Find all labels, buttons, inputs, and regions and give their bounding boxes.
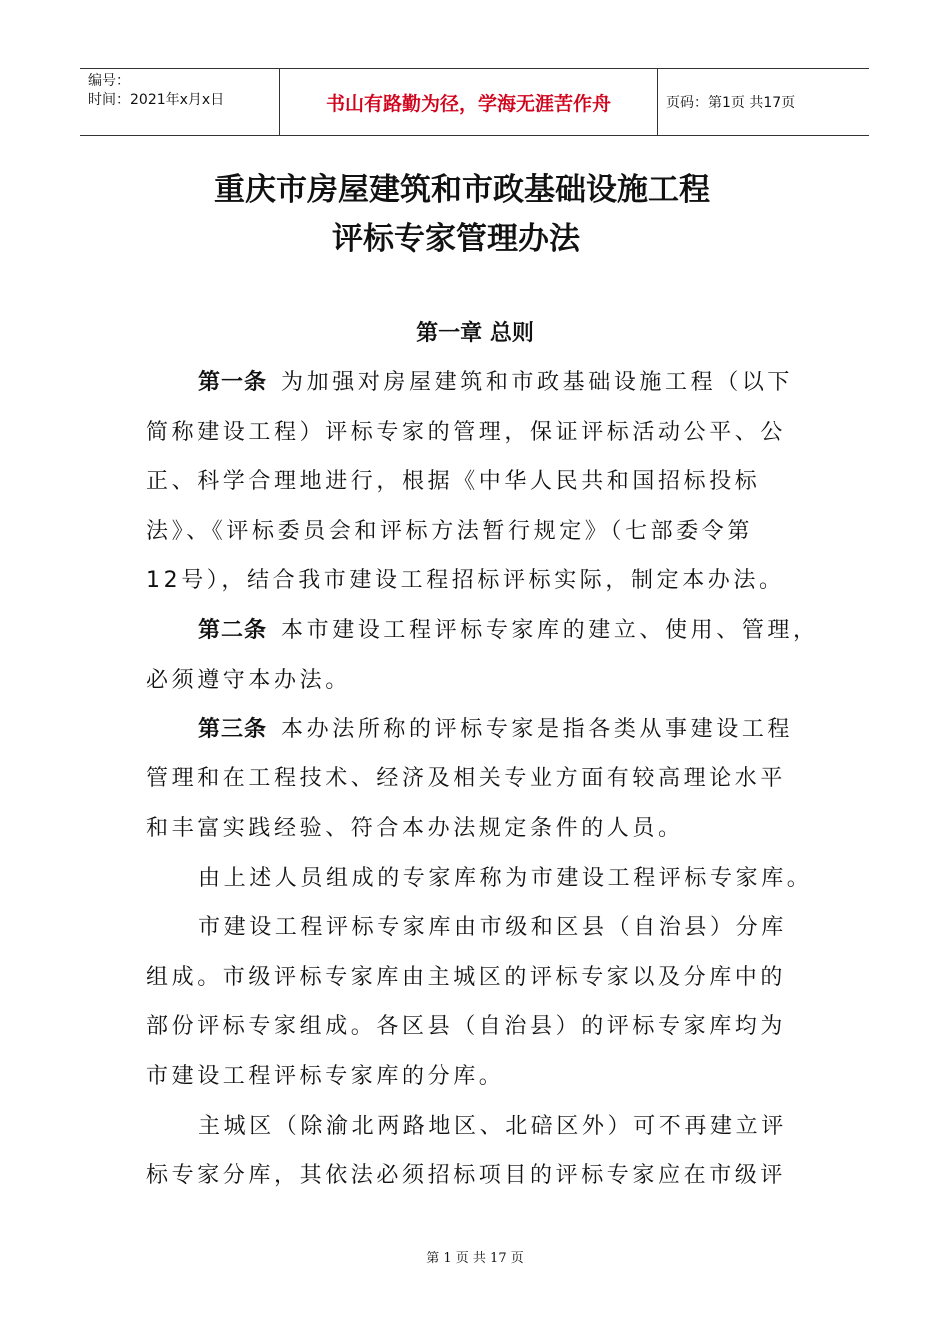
page-footer: 第 1 页 共 17 页 bbox=[426, 1251, 524, 1266]
text-line: 市建设工程评标专家库由市级和区县（自治县）分库 bbox=[198, 915, 787, 940]
text-line: 正、科学合理地进行，根据《中华人民共和国招标投标 bbox=[146, 469, 761, 494]
text-line: 组成。市级评标专家库由主城区的评标专家以及分库中的 bbox=[146, 965, 787, 990]
document-title-line2: 评标专家管理办法 bbox=[332, 221, 580, 257]
header-motto: 书山有路勤为径，学海无涯苦作舟 bbox=[280, 69, 658, 135]
text-line: 部份评标专家组成。各区县（自治县）的评标专家库均为 bbox=[146, 1014, 787, 1039]
text-line: 法》、《评标委员会和评标方法暂行规定》（七部委令第 bbox=[146, 519, 754, 544]
text-line: 必须遵守本办法。 bbox=[146, 668, 351, 693]
header-page-info: 页码：第1页 共17页 bbox=[666, 95, 796, 111]
article-label: 第一条 bbox=[198, 370, 268, 395]
text-line: 市建设工程评标专家库的分库。 bbox=[146, 1064, 505, 1089]
article-label: 第三条 bbox=[198, 717, 268, 742]
text-line bbox=[198, 368, 806, 398]
number-label: 编号： bbox=[88, 73, 130, 89]
chapter-heading: 第一章 总则 bbox=[416, 321, 534, 346]
text-span: 本办法所称的评标专家是指各类从事建设工程 bbox=[281, 717, 794, 742]
article-label: 第二条 bbox=[198, 618, 268, 643]
text-line: 简称建设工程）评标专家的管理，保证评标活动公平、公 bbox=[146, 420, 787, 445]
text-line: 12号），结合我市建设工程招标评标实际，制定本办法。 bbox=[146, 568, 785, 593]
text-line: 由上述人员组成的专家库称为市建设工程评标专家库。 bbox=[198, 866, 813, 891]
text-span: 为加强对房屋建筑和市政基础设施工程（以下 bbox=[281, 370, 794, 395]
text-line bbox=[198, 616, 819, 646]
time-label: 时间：2021年x月x日 bbox=[88, 92, 225, 108]
header-left-cell bbox=[80, 69, 280, 135]
text-span: 本市建设工程评标专家库的建立、使用、管理， bbox=[281, 618, 819, 643]
document-header bbox=[80, 68, 869, 136]
text-line: 管理和在工程技术、经济及相关专业方面有较高理论水平 bbox=[146, 766, 787, 791]
text-line: 标专家分库，其依法必须招标项目的评标专家应在市级评 bbox=[146, 1163, 787, 1188]
document-title-line1: 重庆市房屋建筑和市政基础设施工程 bbox=[214, 172, 710, 208]
text-line bbox=[198, 715, 806, 745]
text-line: 主城区（除渝北两路地区、北碚区外）可不再建立评 bbox=[198, 1114, 787, 1139]
text-line: 和丰富实践经验、符合本办法规定条件的人员。 bbox=[146, 816, 684, 841]
